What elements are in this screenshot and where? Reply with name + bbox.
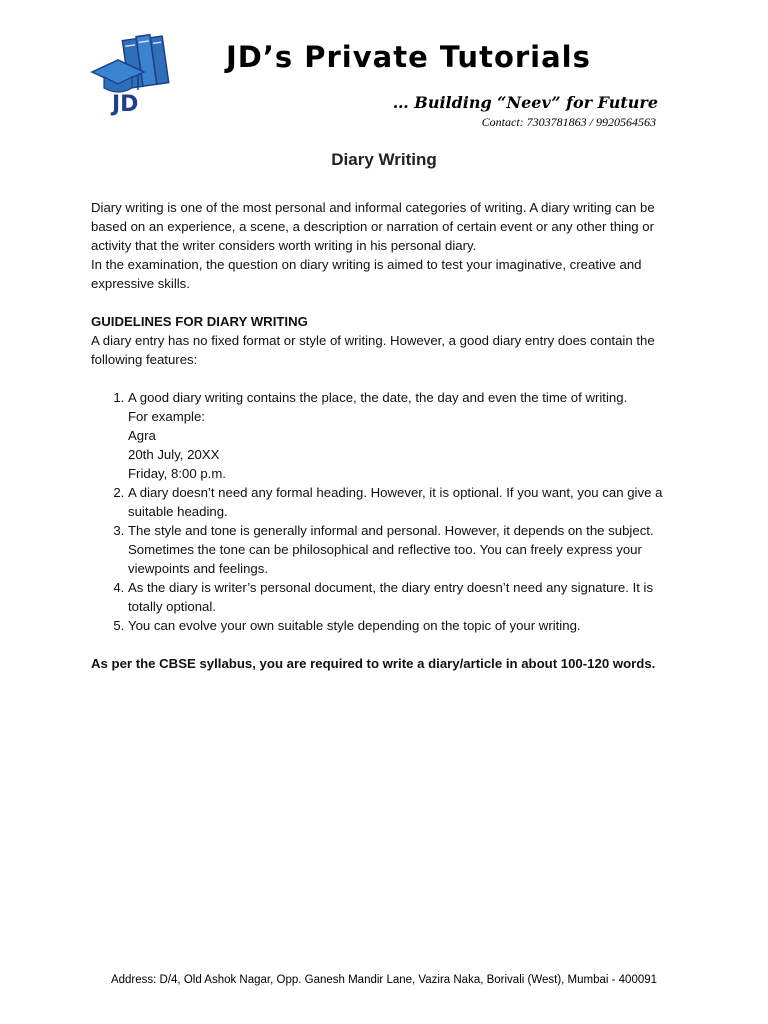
- list-item-text: The style and tone is generally informal and personal. However, it depends on the subject. Sometimes the tone can be philosophical and reflective too. You can freely express your viewpoints and feelings.: [128, 523, 654, 576]
- tagline: … Building “Neev” for Future: [392, 93, 658, 112]
- list-item: [128, 578, 691, 616]
- example-line: 20th July, 20XX: [128, 447, 220, 462]
- jd-logo: [88, 30, 174, 122]
- list-item-text: As the diary is writer’s personal document, the diary entry doesn’t need any signature. It is totally optional.: [128, 580, 654, 614]
- footer-address: Address: D/4, Old Ashok Nagar, Opp. Ganesh Mandir Lane, Vazira Naka, Borivali (West), Mumbai - 400091: [110, 974, 658, 986]
- document-title: Diary Writing: [331, 150, 437, 169]
- list-item: [128, 521, 691, 578]
- intro-paragraph: Diary writing is one of the most personal and informal categories of writing. A diary writing can be based on an experience, a scene, a description or narration of certain event or any other thing or activity that the writer considers worth writing in his personal diary.: [91, 200, 655, 253]
- document-body: [91, 198, 691, 673]
- cbse-note: As per the CBSE syllabus, you are required to write a diary/article in about 100-120 words.: [91, 656, 656, 671]
- list-item: [128, 388, 691, 483]
- contact-info: Contact: 7303781863 / 9920564563: [481, 115, 656, 129]
- example-line: Agra: [128, 428, 156, 443]
- list-item: [128, 483, 691, 521]
- guidelines-heading: GUIDELINES FOR DIARY WRITING: [91, 314, 308, 329]
- logo-text: JD: [112, 92, 139, 117]
- list-item-text: A good diary writing contains the place, the date, the day and even the time of writing.: [128, 390, 628, 405]
- guidelines-list: [91, 388, 691, 635]
- intro-paragraph: In the examination, the question on diary writing is aimed to test your imaginative, creative and expressive skills.: [91, 257, 642, 291]
- list-item-text: You can evolve your own suitable style depending on the topic of your writing.: [128, 618, 581, 633]
- example-label: For example:: [128, 409, 205, 424]
- list-item-text: A diary doesn’t need any formal heading. However, it is optional. If you want, you can give a suitable heading.: [128, 485, 663, 519]
- example-line: Friday, 8:00 p.m.: [128, 466, 226, 481]
- list-item: [128, 616, 691, 635]
- guidelines-intro: A diary entry has no fixed format or style of writing. However, a good diary entry does contain the following features:: [91, 333, 655, 367]
- institute-title: JD’s Private Tutorials: [226, 40, 591, 74]
